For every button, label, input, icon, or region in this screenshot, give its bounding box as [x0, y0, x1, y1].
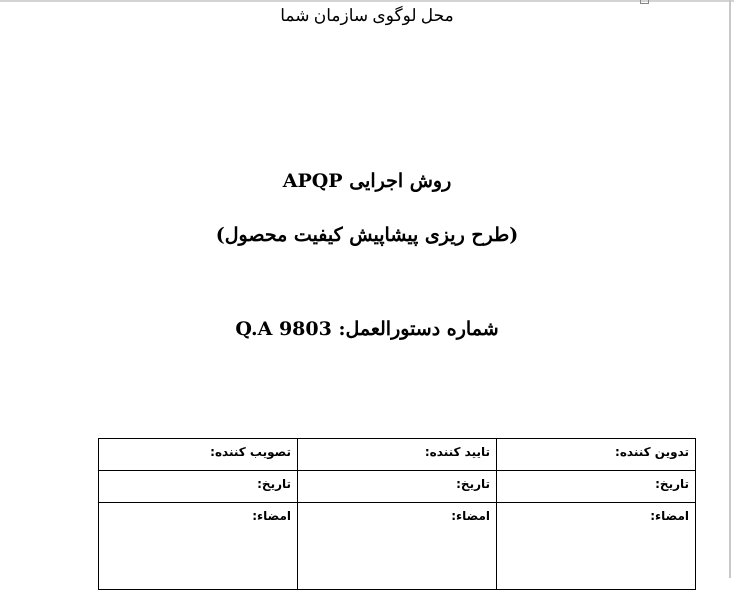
signature-cell: امضاء: — [99, 503, 298, 590]
page-top-border — [0, 0, 734, 2]
instruction-number: شماره دستورالعمل: Q.A 9803 — [235, 318, 499, 340]
ratified-by-cell: تصویب کننده: — [99, 439, 298, 471]
date-cell: تاریخ: — [497, 471, 696, 503]
table-row — [99, 503, 696, 590]
signature-table — [98, 438, 696, 590]
document-subtitle: (طرح ریزی پیشاپیش کیفیت محصول) — [215, 224, 519, 246]
signature-cell: امضاء: — [298, 503, 497, 590]
document-title: روش اجرایی APQP — [282, 170, 452, 192]
signature-cell: امضاء: — [497, 503, 696, 590]
logo-placeholder: محل لوگوی سازمان شما — [280, 6, 454, 25]
margin-marker — [640, 0, 649, 4]
table-row — [99, 471, 696, 503]
approved-by-cell: تایید کننده: — [298, 439, 497, 471]
date-cell: تاریخ: — [298, 471, 497, 503]
table-row — [99, 439, 696, 471]
date-cell: تاریخ: — [99, 471, 298, 503]
prepared-by-cell: تدوین کننده: — [497, 439, 696, 471]
page-right-border — [729, 0, 731, 578]
